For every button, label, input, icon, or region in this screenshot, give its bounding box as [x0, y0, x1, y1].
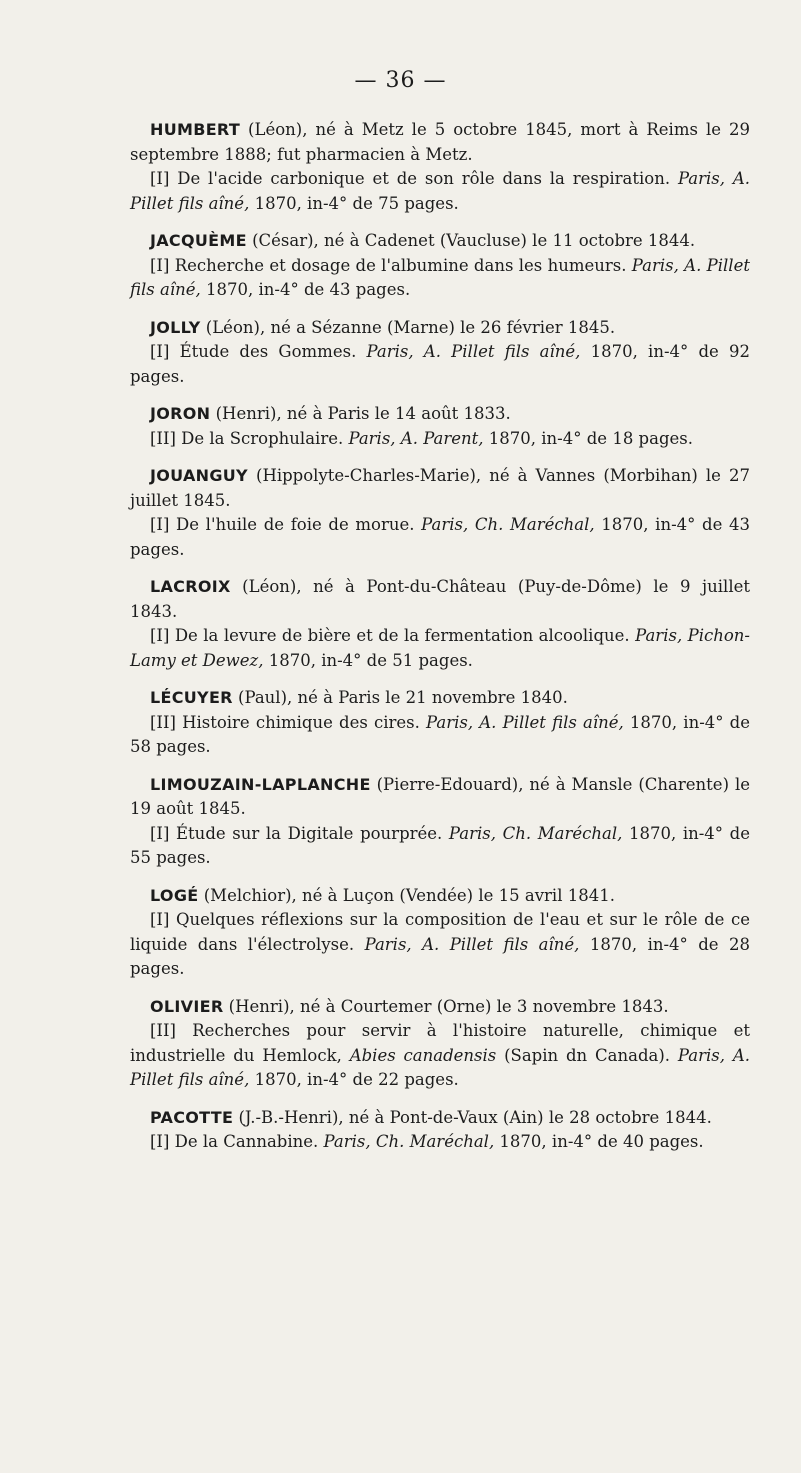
- work-title: [I] Étude des Gommes.: [150, 342, 367, 361]
- author-name: LIMOUZAIN-LAPLANCHE: [150, 774, 371, 794]
- entry-heading: [130, 686, 750, 711]
- work-title: [I] Étude sur la Digitale pourprée.: [150, 823, 449, 843]
- entry-work: [130, 1130, 750, 1155]
- publisher: Paris, A. Pillet fils aîné,: [130, 169, 751, 213]
- author-bio: (Henri), né à Courtemer (Orne) le 3 novembre 1843.: [223, 996, 669, 1016]
- entry-work: [130, 908, 750, 982]
- publisher: Paris, Ch. Maréchal,: [421, 515, 595, 534]
- work-details: (Sapin dn Canada).: [496, 1045, 678, 1065]
- publisher: Paris, Ch. Maréchal,: [323, 1132, 495, 1151]
- author-name: HUMBERT: [150, 120, 241, 139]
- work-title: [I] Quelques réflexions sur la composition de l'eau et sur le rôle de ce liquide dans l'électrolyse.: [130, 910, 750, 954]
- entry-heading: [130, 316, 750, 341]
- work-details: 1870, in-4° de 22 pages.: [249, 1070, 459, 1089]
- author-name: LACROIX: [150, 577, 231, 596]
- list-item: [130, 229, 750, 303]
- entry-heading: [130, 229, 750, 254]
- list-item: [130, 464, 750, 562]
- entry-work: [130, 167, 750, 216]
- work-title: [I] De la Cannabine.: [150, 1132, 324, 1151]
- author-name: JORON: [150, 404, 211, 423]
- work-details: 1870, in-4° de 43 pages.: [200, 280, 411, 299]
- work-details: 1870, in-4° de 28 pages.: [130, 934, 751, 978]
- author-name: JACQUÈME: [150, 231, 247, 250]
- publisher: Paris, A. Pillet fils aîné,: [364, 934, 580, 954]
- work-title: [I] De l'huile de foie de morue.: [150, 515, 422, 534]
- work-details: 1870, in-4° de 92 pages.: [130, 342, 751, 386]
- publisher: Paris, A. Pillet fils aîné,: [426, 712, 624, 732]
- author-bio: (Melchior), né à Luçon (Vendée) le 15 avril 1841.: [198, 885, 615, 905]
- list-item: [130, 995, 750, 1093]
- work-details: 1870, in-4° de 40 pages.: [494, 1132, 704, 1151]
- publisher: Paris, A. Parent,: [348, 428, 484, 448]
- list-item: [130, 316, 750, 390]
- work-title: [I] De la levure de bière et de la fermentation alcoolique.: [150, 626, 636, 645]
- entry-heading: [130, 402, 750, 427]
- work-details: 1870, in-4° de 18 pages.: [483, 428, 693, 448]
- list-item: [130, 686, 750, 760]
- entry-heading: [130, 995, 750, 1020]
- page-number: — 36 —: [354, 68, 447, 93]
- entry-heading: [130, 1106, 750, 1131]
- author-name: JOLLY: [150, 317, 201, 337]
- publisher: Paris, A. Pillet fils aîné,: [130, 255, 750, 299]
- author-name: LÉCUYER: [150, 688, 233, 707]
- entry-work: [130, 624, 750, 673]
- work-details: 1870, in-4° de 75 pages.: [249, 193, 459, 213]
- entry-heading: [130, 575, 750, 624]
- publisher: Paris, Ch. Maréchal,: [448, 823, 623, 843]
- publisher: Paris, Pichon-Lamy et Dewez,: [130, 626, 751, 670]
- work-title: [II] Histoire chimique des cires.: [150, 712, 427, 732]
- entry-work: [130, 822, 750, 871]
- author-name: JOUANGUY: [150, 466, 248, 485]
- list-item: [130, 773, 750, 871]
- author-bio: (César), né à Cadenet (Vaucluse) le 11 octobre 1844.: [246, 231, 696, 250]
- entry-list: [130, 118, 750, 1168]
- work-title: [I] Recherche et dosage de l'albumine dans les humeurs.: [150, 255, 632, 275]
- author-bio: (Léon), né a Sézanne (Marne) le 26 février 1845.: [200, 317, 616, 337]
- entry-heading: [130, 884, 750, 909]
- list-item: [130, 118, 750, 216]
- entry-heading: [130, 464, 750, 513]
- author-name: LOGÉ: [150, 885, 199, 905]
- work-title: [I] De l'acide carbonique et de son rôle dans la respiration.: [150, 169, 678, 188]
- author-name: PACOTTE: [150, 1107, 234, 1127]
- entry-work: [130, 1019, 750, 1093]
- author-bio: (Pierre-Edouard), né à Mansle (Charente) le 19 août 1845.: [130, 774, 750, 818]
- entry-work: [130, 711, 750, 760]
- list-item: [130, 575, 750, 673]
- entry-heading: [130, 773, 750, 822]
- work-title: [II] Recherches pour servir à l'histoire naturelle, chimique et industrielle du Hemlock,: [130, 1021, 750, 1065]
- work-details: 1870, in-4° de 58 pages.: [130, 712, 750, 756]
- work-details: 1870, in-4° de 55 pages.: [130, 823, 750, 867]
- author-bio: (Paul), né à Paris le 21 novembre 1840.: [232, 688, 568, 707]
- entry-work: [130, 427, 750, 452]
- entry-work: [130, 254, 750, 303]
- work-details: 1870, in-4° de 43 pages.: [130, 515, 751, 559]
- list-item: [130, 402, 750, 451]
- work-title: [II] De la Scrophulaire.: [150, 428, 349, 448]
- author-bio: (Léon), né à Metz le 5 octobre 1845, mort à Reims le 29 septembre 1888; fut pharmacien à Metz.: [130, 120, 750, 164]
- author-bio: (Henri), né à Paris le 14 août 1833.: [210, 404, 511, 423]
- author-name: OLIVIER: [150, 996, 224, 1016]
- entry-work: [130, 513, 750, 562]
- publisher: Paris, A. Pillet fils aîné,: [366, 342, 581, 361]
- author-bio: (J.-B.-Henri), né à Pont-de-Vaux (Ain) le 28 octobre 1844.: [233, 1107, 712, 1127]
- author-bio: (Léon), né à Pont-du-Château (Puy-de-Dôme) le 9 juillet 1843.: [130, 577, 750, 621]
- list-item: [130, 1106, 750, 1155]
- work-details: 1870, in-4° de 51 pages.: [263, 650, 473, 670]
- author-bio: (Hippolyte-Charles-Marie), né à Vannes (Morbihan) le 27 juillet 1845.: [130, 466, 750, 510]
- entry-work: [130, 340, 750, 389]
- entry-heading: [130, 118, 750, 167]
- publisher: Paris, A. Pillet fils aîné,: [130, 1045, 750, 1089]
- list-item: [130, 884, 750, 982]
- species-name: Abies canadensis: [349, 1045, 497, 1065]
